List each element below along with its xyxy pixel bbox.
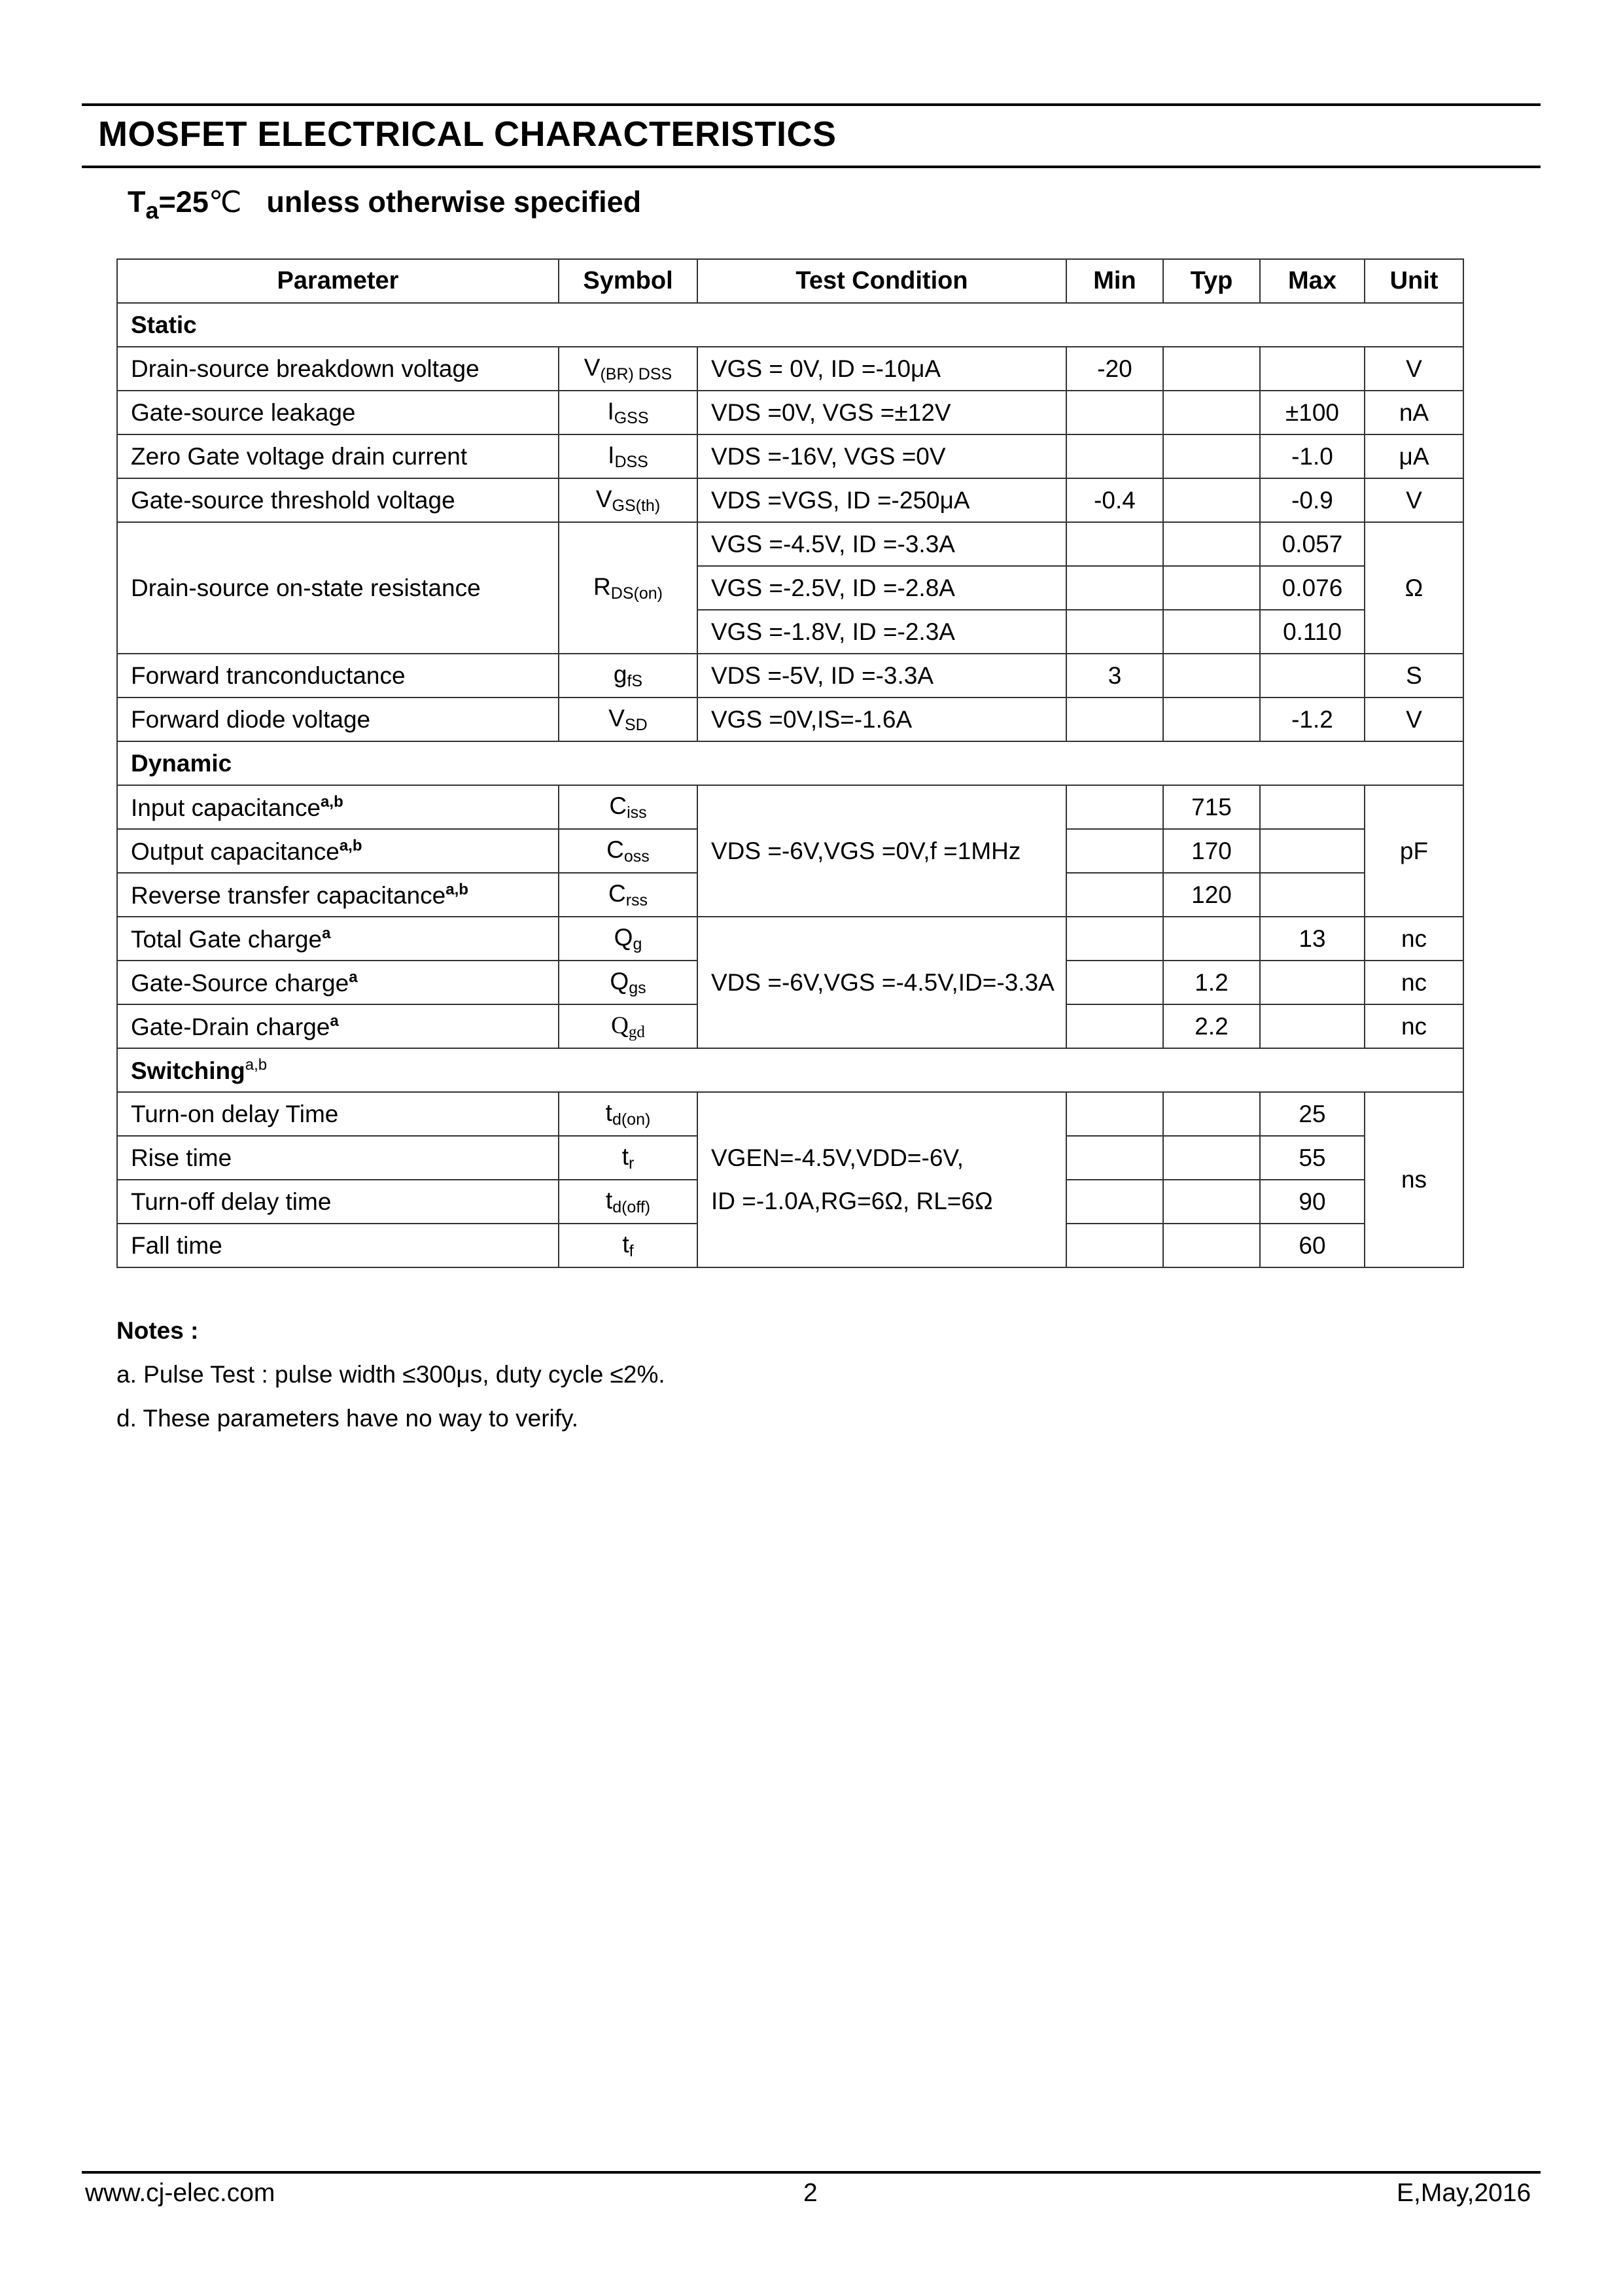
min-cell	[1066, 1092, 1163, 1136]
table-row	[117, 917, 1463, 961]
typ-cell	[1163, 698, 1260, 741]
min-cell	[1066, 566, 1163, 610]
symbol-cell: $Q_g$	[559, 917, 697, 961]
table-row	[117, 391, 1463, 434]
param-cell: Reverse transfer capacitance$^{a,b}$	[117, 873, 559, 917]
unit-cell: V	[1365, 347, 1463, 391]
typ-cell	[1163, 610, 1260, 654]
param-cell: Turn-on delay Time	[117, 1092, 559, 1136]
min-cell	[1066, 873, 1163, 917]
unit-cell: nc	[1365, 1004, 1463, 1048]
section-static: Static	[117, 303, 1463, 347]
unit-cell: nA	[1365, 391, 1463, 434]
note-a: a. Pulse Test : pulse width ≤300μs, duty cycle ≤2%.	[116, 1361, 665, 1388]
page-title: MOSFET ELECTRICAL CHARACTERISTICS	[98, 115, 837, 154]
symbol-cell: $t_{d(off)}$	[559, 1180, 697, 1224]
header-symbol: Symbol	[559, 259, 697, 303]
max-cell: 90	[1260, 1180, 1365, 1224]
max-cell	[1260, 829, 1365, 873]
typ-cell: 120	[1163, 873, 1260, 917]
param-cell: Turn-off delay time	[117, 1180, 559, 1224]
min-cell: -20	[1066, 347, 1163, 391]
table-row	[117, 1092, 1463, 1136]
param-cell: Gate-Drain charge$^a$	[117, 1004, 559, 1048]
header-max: Max	[1260, 259, 1365, 303]
notes	[116, 1309, 665, 1440]
notes-heading: Notes :	[116, 1317, 199, 1344]
test-condition-heading: $T_a=25℃$ unless otherwise specified	[128, 185, 642, 224]
footer-website[interactable]: www.cj-elec.com	[85, 2179, 275, 2207]
param-cell: Fall time	[117, 1224, 559, 1267]
table-row	[117, 654, 1463, 698]
typ-cell	[1163, 478, 1260, 522]
condition-cell: VDS =0V, VGS =±12V	[697, 391, 1066, 434]
min-cell: 3	[1066, 654, 1163, 698]
unit-cell: μA	[1365, 434, 1463, 478]
header-typ: Typ	[1163, 259, 1260, 303]
max-cell	[1260, 347, 1365, 391]
typ-cell	[1163, 522, 1260, 566]
condition-cell: VDS =-6V,VGS =-4.5V,ID=-3.3A	[697, 917, 1066, 1048]
symbol-cell: $Q_{gd}$	[559, 1004, 697, 1048]
symbol-cell: $V_{SD}$	[559, 698, 697, 741]
param-cell: Drain-source breakdown voltage	[117, 347, 559, 391]
table-row	[117, 698, 1463, 741]
condition-cell: VDS =-5V, ID =-3.3A	[697, 654, 1066, 698]
symbol-cell: $t_f$	[559, 1224, 697, 1267]
table-row	[117, 522, 1463, 566]
typ-cell	[1163, 566, 1260, 610]
unit-cell: V	[1365, 698, 1463, 741]
typ-cell: 1.2	[1163, 961, 1260, 1004]
typ-cell	[1163, 347, 1260, 391]
unit-cell: Ω	[1365, 522, 1463, 654]
condition-cell: VGS =-4.5V, ID =-3.3A	[697, 522, 1066, 566]
header-test-condition: Test Condition	[697, 259, 1066, 303]
typ-cell	[1163, 434, 1260, 478]
param-cell: Forward tranconductance	[117, 654, 559, 698]
param-cell: Rise time	[117, 1136, 559, 1180]
param-cell: Gate-source threshold voltage	[117, 478, 559, 522]
max-cell: -1.2	[1260, 698, 1365, 741]
typ-cell	[1163, 654, 1260, 698]
param-cell: Output capacitance$^{a,b}$	[117, 829, 559, 873]
max-cell: 13	[1260, 917, 1365, 961]
max-cell: -0.9	[1260, 478, 1365, 522]
table-row	[117, 347, 1463, 391]
max-cell: ±100	[1260, 391, 1365, 434]
condition-cell: VDS =VGS, ID =-250μA	[697, 478, 1066, 522]
typ-cell	[1163, 1180, 1260, 1224]
electrical-characteristics-table	[116, 258, 1464, 1268]
note-d: d. These parameters have no way to verify.	[116, 1405, 579, 1432]
max-cell: 55	[1260, 1136, 1365, 1180]
max-cell: 0.110	[1260, 610, 1365, 654]
unit-cell: nc	[1365, 961, 1463, 1004]
top-rule	[82, 103, 1541, 106]
param-cell: Gate-Source charge$^a$	[117, 961, 559, 1004]
min-cell	[1066, 961, 1163, 1004]
section-row	[117, 741, 1463, 785]
section-dynamic: Dynamic	[117, 741, 1463, 785]
header-unit: Unit	[1365, 259, 1463, 303]
typ-cell	[1163, 917, 1260, 961]
symbol-cell: $I_{DSS}$	[559, 434, 697, 478]
param-cell: Input capacitance$^{a,b}$	[117, 785, 559, 829]
condition-cell: VDS =-16V, VGS =0V	[697, 434, 1066, 478]
max-cell: 0.057	[1260, 522, 1365, 566]
min-cell	[1066, 785, 1163, 829]
typ-cell: 715	[1163, 785, 1260, 829]
min-cell	[1066, 917, 1163, 961]
symbol-cell: $I_{GSS}$	[559, 391, 697, 434]
unit-cell: pF	[1365, 785, 1463, 917]
condition-cell: VGS =-1.8V, ID =-2.3A	[697, 610, 1066, 654]
header-parameter: Parameter	[117, 259, 559, 303]
param-cell: Gate-source leakage	[117, 391, 559, 434]
typ-cell	[1163, 1136, 1260, 1180]
table-row	[117, 478, 1463, 522]
min-cell	[1066, 522, 1163, 566]
typ-cell	[1163, 1092, 1260, 1136]
symbol-cell: $C_{oss}$	[559, 829, 697, 873]
table-row	[117, 785, 1463, 829]
min-cell	[1066, 1224, 1163, 1267]
max-cell	[1260, 785, 1365, 829]
symbol-cell: $g_{fS}$	[559, 654, 697, 698]
min-cell	[1066, 1180, 1163, 1224]
typ-cell: 2.2	[1163, 1004, 1260, 1048]
min-cell	[1066, 1004, 1163, 1048]
unit-cell: ns	[1365, 1092, 1463, 1267]
param-cell: Forward diode voltage	[117, 698, 559, 741]
header-min: Min	[1066, 259, 1163, 303]
section-switching: Switching$^{a,b}$	[117, 1048, 1463, 1092]
unit-cell: V	[1365, 478, 1463, 522]
max-cell	[1260, 961, 1365, 1004]
section-row	[117, 303, 1463, 347]
min-cell	[1066, 610, 1163, 654]
condition-cell: VDS =-6V,VGS =0V,f =1MHz	[697, 785, 1066, 917]
min-cell	[1066, 391, 1163, 434]
typ-cell	[1163, 1224, 1260, 1267]
table-row	[117, 434, 1463, 478]
symbol-cell: $V_{(BR) DSS}$	[559, 347, 697, 391]
unit-cell: S	[1365, 654, 1463, 698]
header-row	[117, 259, 1463, 303]
footer-page-number: 2	[803, 2179, 818, 2207]
symbol-cell: $t_{d(on)}$	[559, 1092, 697, 1136]
unit-cell: nc	[1365, 917, 1463, 961]
section-row	[117, 1048, 1463, 1092]
min-cell	[1066, 1136, 1163, 1180]
symbol-cell: $t_r$	[559, 1136, 697, 1180]
param-cell: Zero Gate voltage drain current	[117, 434, 559, 478]
condition-cell: VGS = 0V, ID =-10μA	[697, 347, 1066, 391]
symbol-cell: $C_{iss}$	[559, 785, 697, 829]
typ-cell	[1163, 391, 1260, 434]
footer-rule	[82, 2171, 1541, 2174]
param-cell: Drain-source on-state resistance	[117, 522, 559, 654]
symbol-cell: $Q_{gs}$	[559, 961, 697, 1004]
symbol-cell: $C_{rss}$	[559, 873, 697, 917]
min-cell	[1066, 698, 1163, 741]
condition-cell: VGS =-2.5V, ID =-2.8A	[697, 566, 1066, 610]
max-cell	[1260, 1004, 1365, 1048]
max-cell	[1260, 873, 1365, 917]
min-cell	[1066, 434, 1163, 478]
max-cell: 60	[1260, 1224, 1365, 1267]
title-rule	[82, 166, 1541, 168]
footer-revision: E,May,2016	[1397, 2179, 1531, 2207]
max-cell: 0.076	[1260, 566, 1365, 610]
symbol-cell: $R_{DS(on)}$	[559, 522, 697, 654]
symbol-cell: $V_{GS(th)}$	[559, 478, 697, 522]
min-cell	[1066, 829, 1163, 873]
max-cell: 25	[1260, 1092, 1365, 1136]
max-cell	[1260, 654, 1365, 698]
min-cell: -0.4	[1066, 478, 1163, 522]
typ-cell: 170	[1163, 829, 1260, 873]
condition-cell: VGEN=-4.5V,VDD=-6V, ID =-1.0A,RG=6Ω, RL=6Ω	[697, 1092, 1066, 1267]
condition-cell: VGS =0V,IS=-1.6A	[697, 698, 1066, 741]
max-cell: -1.0	[1260, 434, 1365, 478]
param-cell: Total Gate charge$^a$	[117, 917, 559, 961]
